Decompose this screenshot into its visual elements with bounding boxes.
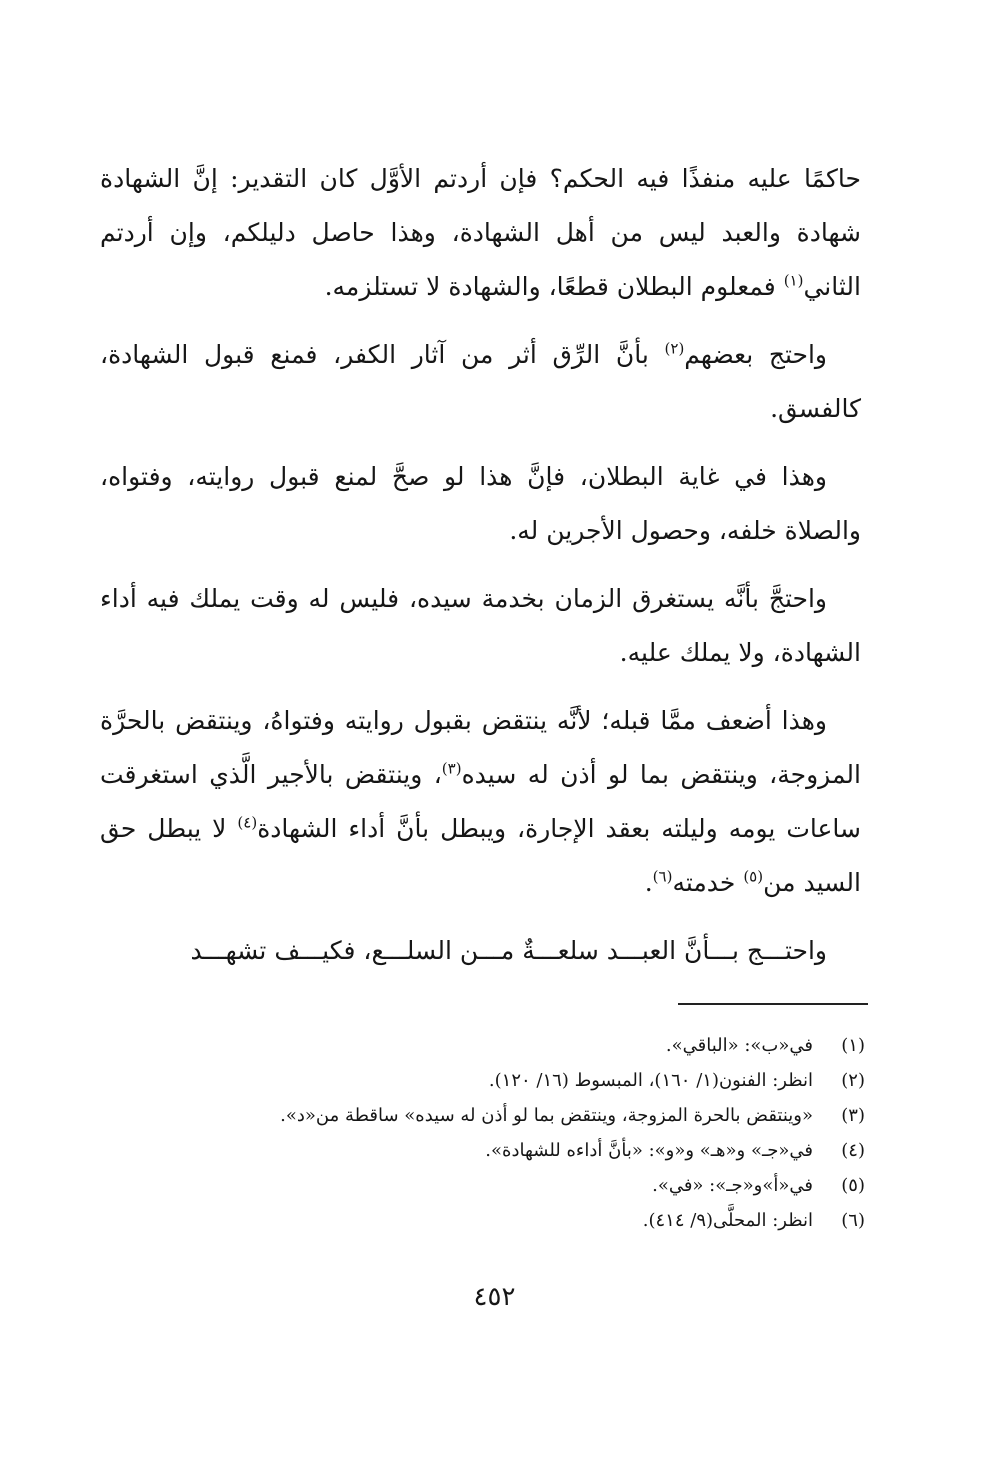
footnote-reference: (٤) (237, 813, 258, 832)
footnote-number: (٤) (841, 1140, 865, 1161)
paragraph-text: خدمته (672, 868, 744, 897)
footnote-item (100, 1028, 865, 1063)
footnote-text: في«جـ» و«هـ» و«و»: «بأنَّ أداءه للشهادة». (485, 1140, 813, 1161)
footnote-number: (٣) (841, 1105, 865, 1126)
footnote-reference: (٦) (652, 867, 673, 886)
footnote-item (100, 1098, 865, 1133)
footnote-reference: (١) (783, 271, 804, 290)
footnote-number: (٢) (841, 1070, 865, 1091)
footnote-reference: (٢) (664, 339, 685, 358)
paragraph-text: واحتجَّ بأنَّه يستغرق الزمان بخدمة سيده، فليس له وقت يملك فيه أداء الشهادة، ولا يملك عليه. (100, 584, 861, 667)
paragraph-text: واحتـــج بـــأنَّ العبـــد سلعـــةٌ مـــن السلـــع، فكيـــف تشهـــد (190, 936, 827, 965)
footnote-item (100, 1133, 865, 1168)
paragraph (100, 152, 861, 314)
page-number: ٤٥٢ (473, 1282, 516, 1312)
footnote-text: في«ب»: «الباقي». (665, 1035, 813, 1056)
paragraph-text: بأنَّ الرِّق أثر من آثار الكفر، فمنع قبول الشهادة، كالفسق. (100, 340, 861, 423)
footnote-text: «وينتقض بالحرة المزوجة، وينتقض بما لو أذن له سيده» ساقطة من«د». (280, 1105, 813, 1126)
paragraph-text: فمعلوم البطلان قطعًا، والشهادة لا تستلزمه. (324, 272, 784, 301)
paragraph (100, 572, 861, 680)
paragraph-text: لا يبطل حق السيد من (100, 814, 861, 897)
footnotes (100, 1028, 865, 1238)
footnote-number: (١) (841, 1035, 865, 1056)
paragraph-text: وهذا أضعف ممَّا قبله؛ لأنَّه ينتقض بقبول روايته وفتواهُ، وينتقض بالحرَّة المزوجة، وينتقض بما لو أذن له سيده (100, 706, 861, 789)
main-text (100, 152, 861, 992)
paragraph (100, 694, 861, 910)
footnote-item (100, 1203, 865, 1238)
paragraph-text: واحتج بعضهم (684, 340, 827, 369)
paragraph (100, 450, 861, 558)
paragraph (100, 328, 861, 436)
footnote-text: انظر: الفنون(١/ ١٦٠)، المبسوط (١٦/ ١٢٠). (488, 1070, 813, 1091)
paragraph-text: . (644, 868, 653, 897)
footnote-number: (٥) (841, 1175, 865, 1196)
footnote-item (100, 1063, 865, 1098)
paragraph-text: وهذا في غاية البطلان، فإنَّ هذا لو صحَّ لمنع قبول روايته، وفتواه، والصلاة خلفه، وحصول الأجرين له. (100, 462, 861, 545)
paragraph-text: ، وينتقض بالأجير الَّذي استغرقت ساعات يومه وليلته بعقد الإجارة، ويبطل بأنَّ أداء الشهادة (100, 760, 861, 843)
paragraph-text: حاكمًا عليه منفذًا فيه الحكم؟ فإن أردتم الأوَّل كان التقدير: إنَّ الشهادة شهادة والعبد ليس من أهل الشهادة، وهذا حاصل دليلكم، وإن أردتم الثاني (100, 164, 861, 301)
footnote-number: (٦) (841, 1210, 865, 1231)
footnote-reference: (٣) (441, 759, 462, 778)
footnote-text: في«أ»و«جـ»: «في». (652, 1175, 813, 1196)
footnote-item (100, 1168, 865, 1203)
footnote-reference: (٥) (743, 867, 764, 886)
paragraph (100, 924, 861, 978)
footnote-separator (678, 1003, 868, 1005)
footnote-text: انظر: المحلَّى(٩/ ٤١٤). (642, 1210, 813, 1231)
